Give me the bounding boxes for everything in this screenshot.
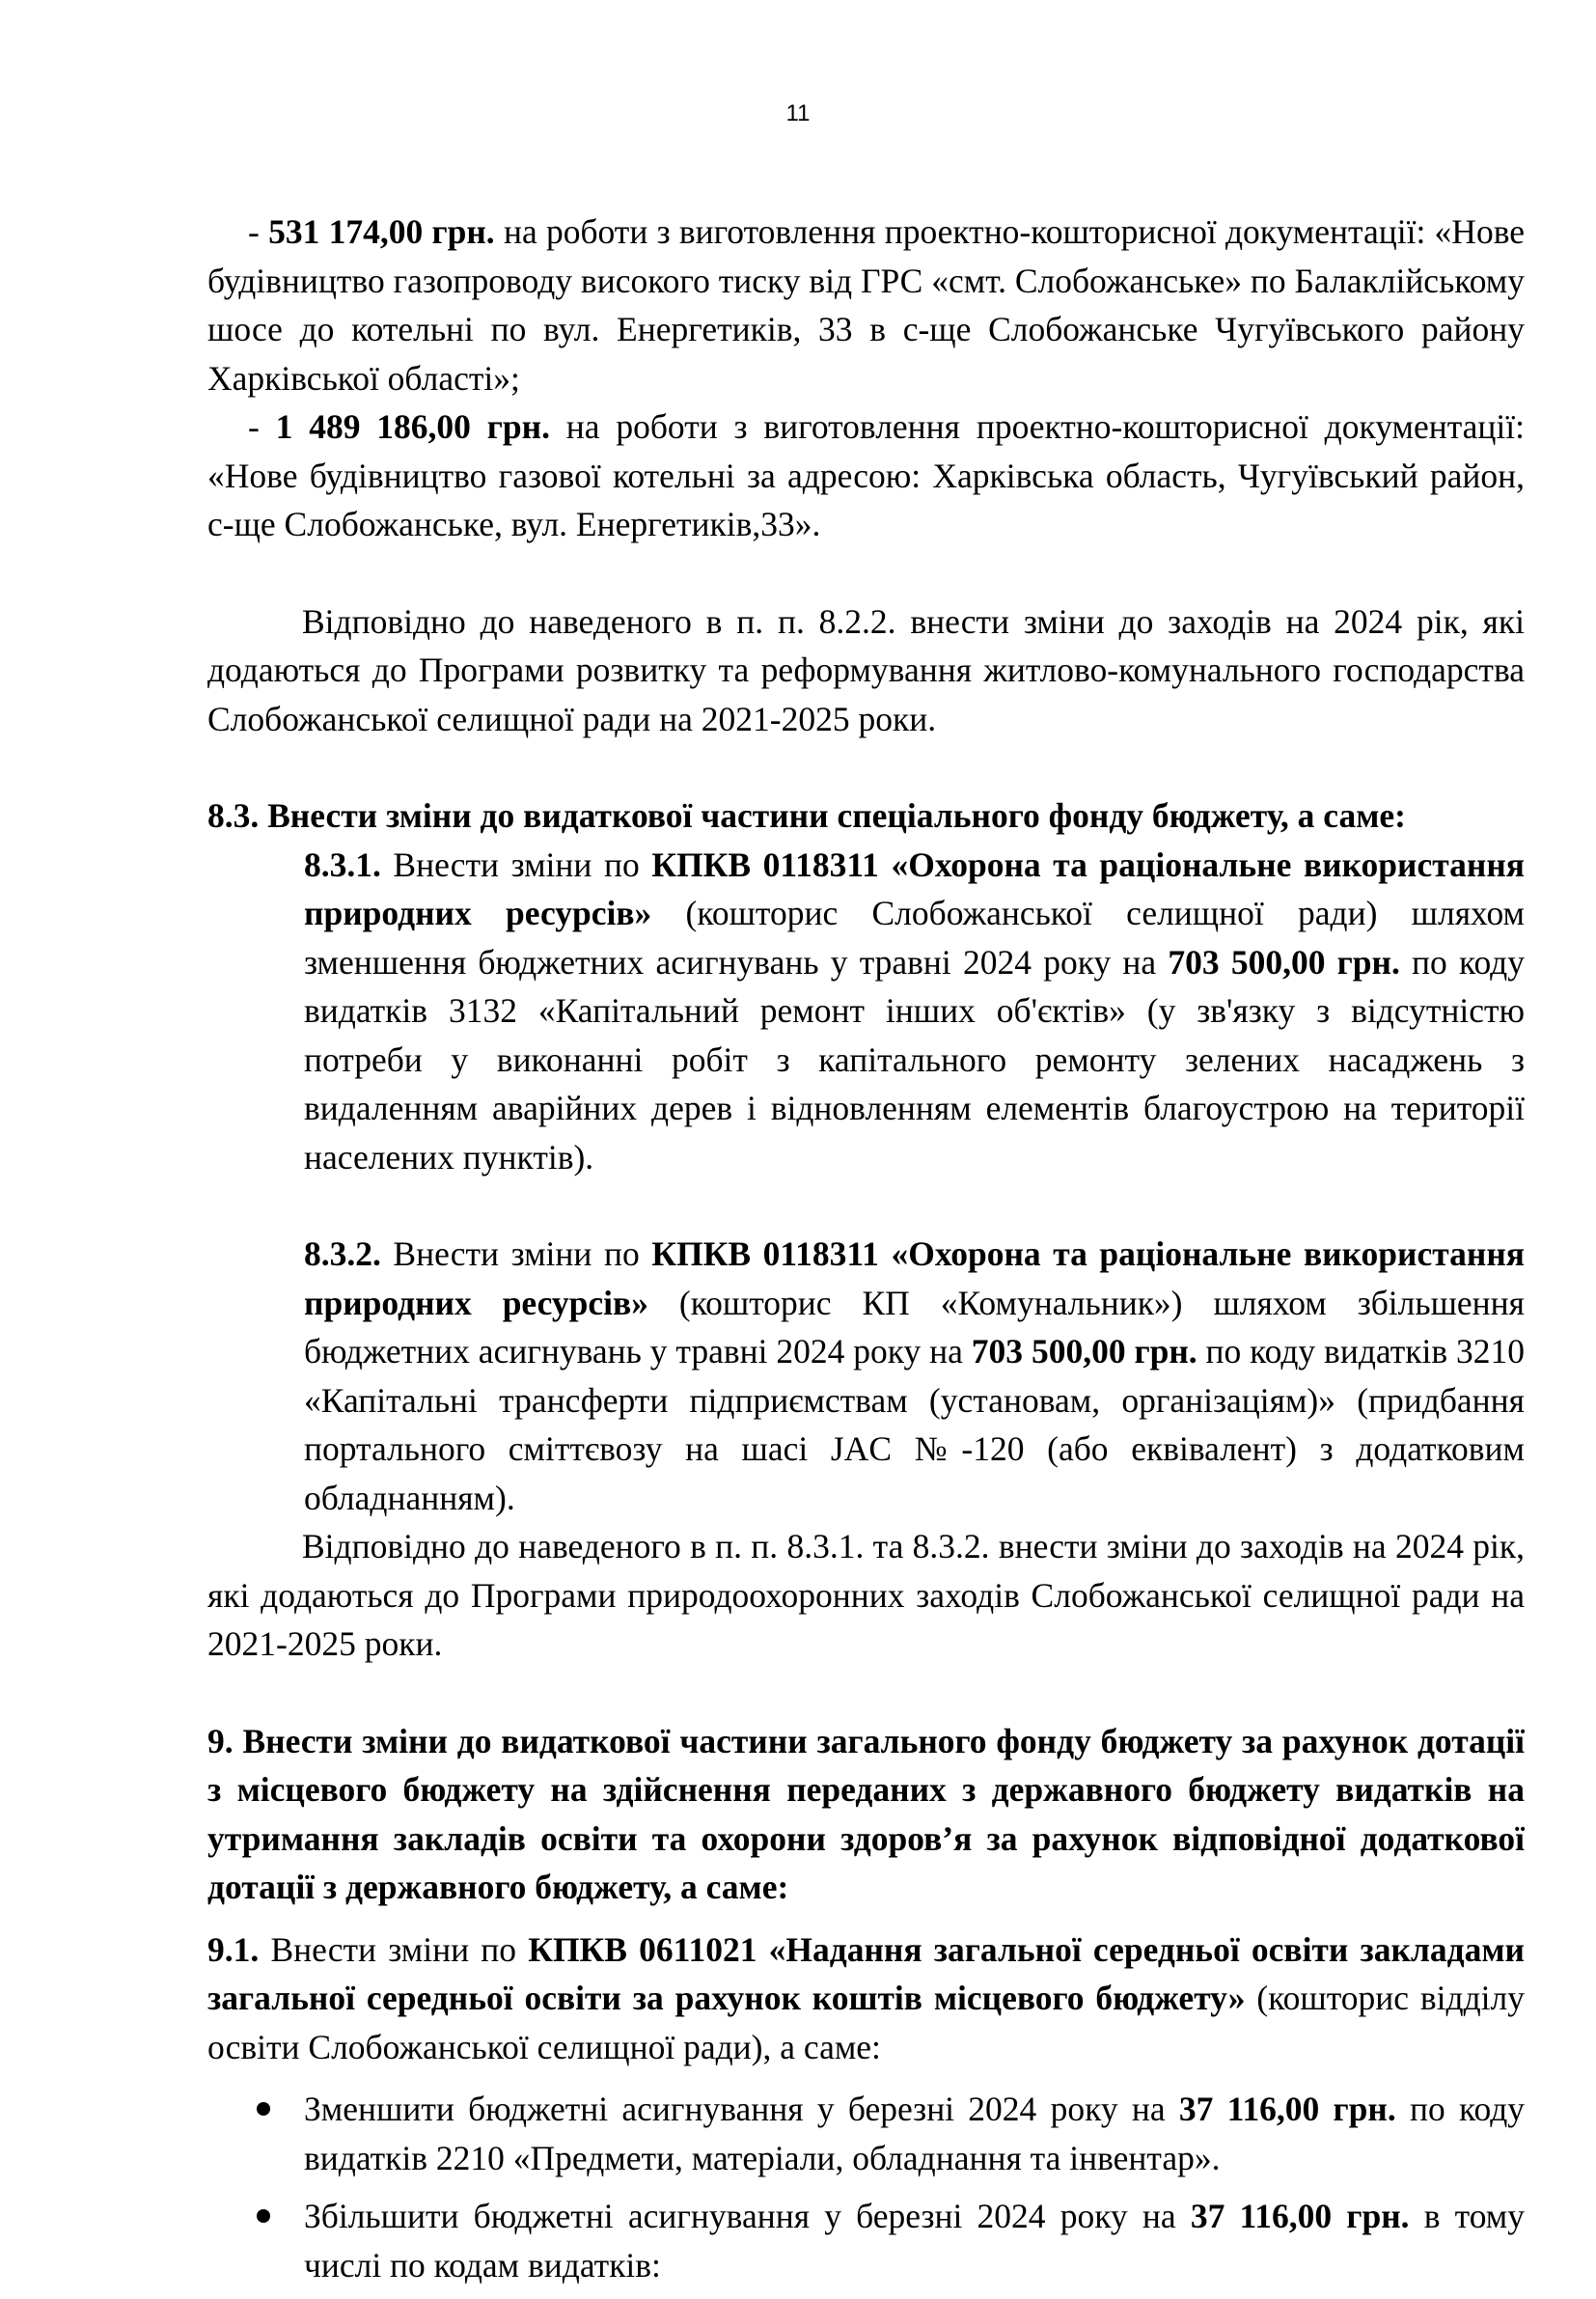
amount: 703 500,00 грн.	[1168, 942, 1400, 982]
amount: 37 116,00 грн.	[1178, 2090, 1396, 2128]
item-531174	[207, 208, 1525, 402]
paragraph-8-2-2-note: Відповідно до наведеного в п. п. 8.2.2. внести зміни до заходів на 2024 рік, які додаються до Програми розвитку та реформування житлово-комунального господарства Слобожанської селищної ради на 2021-2025 роки.	[207, 601, 1525, 738]
list-item: Збільшити бюджетні асигнування у березні 2024 року на 37 116,00 грн. в тому числі по кодам видатків:	[207, 2192, 1525, 2289]
section-8-3-heading: 8.3. Внести зміни до видаткової частини спеціального фонду бюджету, а саме:	[207, 796, 1406, 835]
kpkv-name: КПКВ 0611021 «Надання загальної середньої освіти закладами загальної середньої освіти за рахунок коштів місцевого бюджету»	[207, 1929, 1525, 2017]
item-text: на роботи з виготовлення проектно-кошторисної документації: «Нове будівництво газової котельні за адресою: Харківська область, Чугуївський район, с-ще Слобожанське, вул. Енергетиків,33».	[207, 407, 1525, 543]
dash: -	[248, 212, 260, 251]
amount: 703 500,00 грн.	[971, 1332, 1197, 1371]
bullet-icon	[257, 2102, 270, 2116]
subsection-number: 8.3.1.	[304, 845, 381, 884]
page-number: 11	[785, 100, 811, 126]
subsection-number: 9.1.	[207, 1929, 260, 1969]
item-1489186	[207, 402, 1525, 549]
page-content	[207, 208, 1525, 2299]
amount: 37 116,00 грн.	[1190, 2197, 1410, 2235]
item-text: на роботи з виготовлення проектно-кошторисної документації: «Нове будівництво газопроводу високого тиску від ГРС «смт. Слобожанське» по Балаклійському шосе до котельні по вул. Енергетиків, 33 в с-ще Слобожанське Чугуївського району Харківської області»;	[207, 212, 1526, 398]
paragraph-8-3-note: Відповідно до наведеного в п. п. 8.3.1. та 8.3.2. внести зміни до заходів на 2024 рік, які додаються до Програми природоохоронних заходів Слобожанської селищної ради на 2021-2025 роки.	[207, 1527, 1525, 1663]
section-9-heading: 9. Внести зміни до видаткової частини загального фонду бюджету за рахунок дотації з місцевого бюджету на здійснення переданих з державного бюджету видатків на утримання закладів освіти та охорони здоров’я за рахунок відповідної додаткової дотації з державного бюджету, а саме:	[207, 1721, 1525, 1906]
kpkv-name: КПКВ 0118311 «Охорона та раціональне використання природних ресурсів»	[304, 845, 1525, 932]
subsection-8-3-1: 8.3.1. Внести зміни по КПКВ 0118311 «Охорона та раціональне використання природних ресурсів» (кошторис Слобожанської селищної ради) шляхом зменшення бюджетних асигнувань у травні 2024 року на 703 500,00 грн. по коду видатків 3132 «Капітальний ремонт інших об'єктів» (у зв'язку з відсутністю потреби у виконанні робіт з капітального ремонту зелених насаджень з видаленням аварійних дерев і відновленням елементів благоустрою на території населених пунктів).	[304, 845, 1525, 1177]
amount: 531 174,00 грн.	[268, 212, 495, 251]
list-item: Зменшити бюджетні асигнування у березні 2024 року на 37 116,00 грн. по коду видатків 2210 «Предмети, матеріали, обладнання та інвентар».	[207, 2085, 1525, 2182]
kpkv-name: КПКВ 0118311 «Охорона та раціональне використання природних ресурсів»	[304, 1234, 1525, 1322]
dash: -	[248, 407, 260, 446]
amount: 1 489 186,00 грн.	[275, 407, 550, 446]
subsection-number: 8.3.2.	[304, 1234, 381, 1273]
bullet-list	[207, 2085, 1525, 2289]
subsection-9-1: 9.1. Внести зміни по КПКВ 0611021 «Надання загальної середньої освіти закладами загальної середньої освіти за рахунок коштів місцевого бюджету» (кошторис відділу освіти Слобожанської селищної ради), а саме:	[207, 1929, 1525, 2066]
subsection-8-3-2: 8.3.2. Внести зміни по КПКВ 0118311 «Охорона та раціональне використання природних ресурсів» (кошторис КП «Комунальник») шляхом збільшення бюджетних асигнувань у травні 2024 року на 703 500,00 грн. по коду видатків 3210 «Капітальні трансферти підприємствам (установам, організаціям)» (придбання портального сміттєвозу на шасі JAC №-120 (або еквівалент) з додатковим обладнанням).	[304, 1234, 1525, 1517]
bullet-icon	[257, 2209, 270, 2223]
